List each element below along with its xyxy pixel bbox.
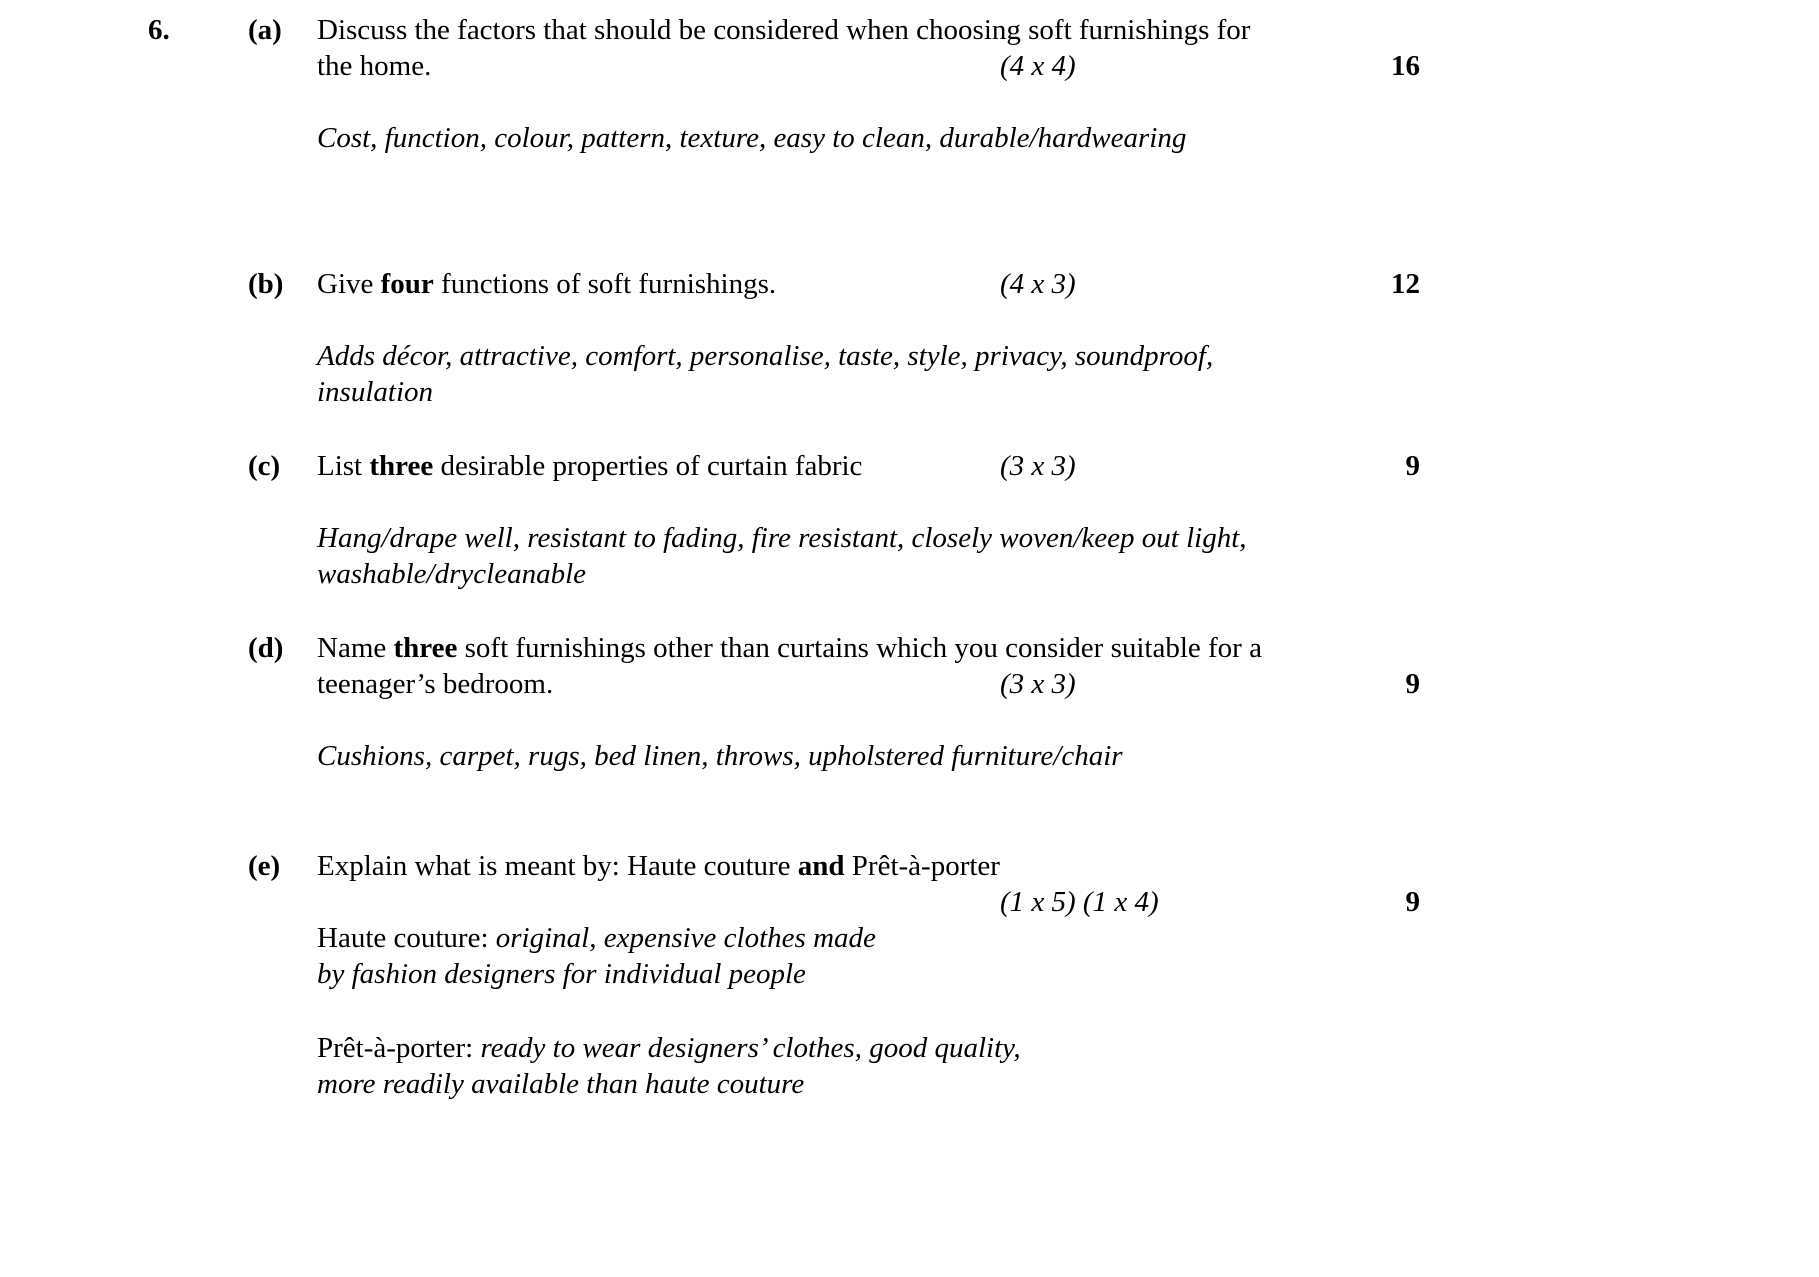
part-e-pret-line1 [317,1030,1021,1066]
part-b-question [317,266,776,302]
part-c-question-pre: List [317,450,370,482]
part-e-haute-answer2: by fashion designers for individual people [317,958,806,990]
part-d-question-pre: Name [317,632,394,664]
part-e-marks-note: (1 x 5) (1 x 4) [1000,886,1159,918]
part-e-haute-line1 [317,920,876,956]
part-d-question-line1 [317,630,1262,666]
part-e-pret-label: Prêt-à-porter: [317,1032,481,1064]
part-b-answer-line2: insulation [317,376,434,408]
part-b-question-bold: four [380,268,434,300]
part-c-marks: 9 [1405,450,1420,482]
part-d-marks-note: (3 x 3) [1000,668,1076,700]
part-c-answer-line1: Hang/drape well, resistant to fading, fire resistant, closely woven/keep out light, [317,522,1247,554]
part-a-marks: 16 [1391,50,1420,82]
part-d-answer: Cushions, carpet, rugs, bed linen, throws, upholstered furniture/chair [317,740,1123,772]
part-c-question-bold: three [369,450,434,482]
part-e-marks: 9 [1405,886,1420,918]
part-b-question-pre: Give [317,268,381,300]
part-e-pret-answer1: ready to wear designers’ clothes, good quality, [480,1032,1021,1064]
part-a-answer: Cost, function, colour, pattern, texture, easy to clean, durable/hardwearing [317,122,1187,154]
part-e-question-bold: and [797,850,845,882]
part-c-answer-line2: washable/drycleanable [317,558,587,590]
part-e-question-pre: Explain what is meant by: Haute couture [317,850,798,882]
part-a-marks-note: (4 x 4) [1000,50,1076,82]
part-a-question-line2: the home. [317,50,432,82]
part-b-marks: 12 [1391,268,1420,300]
part-e-pret-answer2: more readily available than haute couture [317,1068,805,1100]
part-d-label: (d) [248,632,284,664]
part-b-answer-line1: Adds décor, attractive, comfort, personalise, taste, style, privacy, soundproof, [317,340,1214,372]
part-b-question-post: functions of soft furnishings. [433,268,777,300]
part-d-question-post: soft furnishings other than curtains which you consider suitable for a [457,632,1262,664]
part-d-marks: 9 [1405,668,1420,700]
part-b-label: (b) [248,268,284,300]
part-c-label: (c) [248,450,281,482]
part-c-question-post: desirable properties of curtain fabric [433,450,863,482]
part-a-label: (a) [248,14,282,46]
part-e-question [317,848,1000,884]
part-e-haute-label: Haute couture: [317,922,496,954]
part-d-question-bold: three [393,632,458,664]
part-c-question [317,448,862,484]
part-b-marks-note: (4 x 3) [1000,268,1076,300]
part-e-question-post: Prêt-à-porter [844,850,1000,882]
part-c-marks-note: (3 x 3) [1000,450,1076,482]
part-e-label: (e) [248,850,281,882]
part-e-haute-answer1: original, expensive clothes made [495,922,876,954]
question-number: 6. [148,14,170,46]
part-d-question-line2: teenager’s bedroom. [317,668,554,700]
part-a-question-line1: Discuss the factors that should be considered when choosing soft furnishings for [317,14,1251,46]
